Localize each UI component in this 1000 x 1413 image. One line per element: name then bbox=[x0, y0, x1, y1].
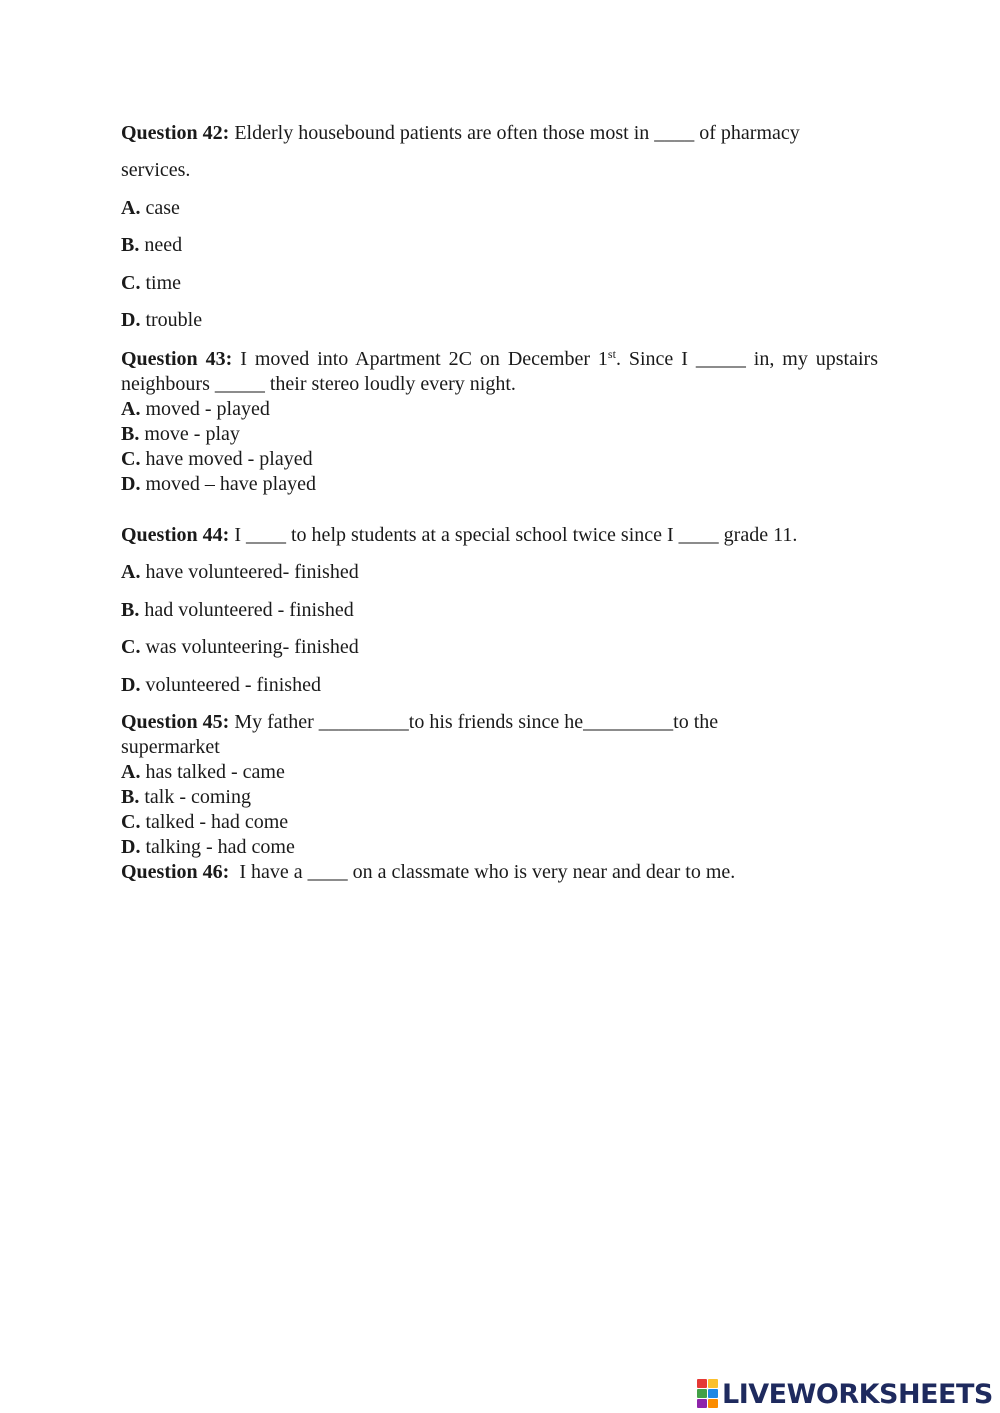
logo-tile-icon bbox=[708, 1399, 718, 1408]
question-45-stem-line2: supermarket bbox=[121, 736, 220, 758]
question-44 bbox=[121, 523, 797, 698]
question-42-option-b[interactable] bbox=[121, 233, 800, 258]
question-45-text bbox=[121, 710, 735, 735]
question-45-option-c[interactable] bbox=[121, 810, 735, 835]
option-text: time bbox=[140, 272, 181, 294]
option-text: was volunteering- finished bbox=[140, 636, 359, 658]
option-text: volunteered - finished bbox=[140, 674, 321, 696]
question-46-text bbox=[121, 860, 735, 885]
question-43-stem-sup: st bbox=[607, 347, 616, 361]
option-letter: D. bbox=[121, 674, 141, 696]
question-44-option-c[interactable] bbox=[121, 635, 797, 660]
logo-tile-icon bbox=[697, 1389, 707, 1398]
question-44-text bbox=[121, 523, 797, 548]
question-42-stem-line1: Elderly housebound patients are often those most in ____ of pharmacy bbox=[229, 122, 800, 144]
option-letter: D. bbox=[121, 309, 141, 331]
option-text: have volunteered- finished bbox=[140, 561, 359, 583]
question-45-option-b[interactable] bbox=[121, 785, 735, 810]
question-42-option-a[interactable] bbox=[121, 196, 800, 221]
option-letter: B. bbox=[121, 234, 140, 256]
question-44-option-d[interactable] bbox=[121, 673, 797, 698]
option-text: have moved - played bbox=[140, 448, 313, 470]
option-letter: B. bbox=[121, 786, 140, 808]
logo-tile-icon bbox=[708, 1389, 718, 1398]
question-42-text bbox=[121, 121, 800, 146]
option-text: talking - had come bbox=[140, 836, 295, 858]
option-text: need bbox=[139, 234, 183, 256]
option-letter: A. bbox=[121, 398, 141, 420]
logo-tile-icon bbox=[697, 1399, 707, 1408]
question-42-label: Question 42: bbox=[121, 122, 230, 144]
question-43-stem-part2: . Since I _____ in, my upstairs neighbours _____ their stereo loudly every night. bbox=[121, 348, 878, 395]
question-43-text bbox=[121, 347, 878, 397]
question-43-option-a[interactable] bbox=[121, 397, 878, 422]
question-43-option-d[interactable] bbox=[121, 472, 878, 497]
question-42-option-d[interactable] bbox=[121, 308, 800, 333]
question-45-option-d[interactable] bbox=[121, 835, 735, 860]
question-42-option-c[interactable] bbox=[121, 271, 800, 296]
liveworksheets-logo bbox=[697, 1376, 993, 1412]
question-43-stem-part1: I moved into Apartment 2C on December 1 bbox=[232, 348, 608, 370]
question-43-option-c[interactable] bbox=[121, 447, 878, 472]
question-44-option-b[interactable] bbox=[121, 598, 797, 623]
option-letter: A. bbox=[121, 761, 141, 783]
question-46-label: Question 46: bbox=[121, 861, 230, 883]
question-44-label: Question 44: bbox=[121, 524, 230, 546]
option-text: moved - played bbox=[140, 398, 270, 420]
question-43 bbox=[121, 347, 878, 497]
question-45-option-a[interactable] bbox=[121, 760, 735, 785]
option-letter: B. bbox=[121, 423, 140, 445]
question-46-stem: I have a ____ on a classmate who is very near and dear to me. bbox=[229, 861, 736, 883]
question-42-stem-line2: services. bbox=[121, 159, 191, 181]
option-text: had volunteered - finished bbox=[139, 599, 354, 621]
option-letter: D. bbox=[121, 836, 141, 858]
option-text: case bbox=[140, 197, 180, 219]
option-text: talk - coming bbox=[139, 786, 251, 808]
question-44-stem: I ____ to help students at a special school twice since I ____ grade 11. bbox=[229, 524, 798, 546]
option-text: talked - had come bbox=[140, 811, 289, 833]
option-letter: C. bbox=[121, 636, 141, 658]
question-42 bbox=[121, 121, 800, 333]
option-text: has talked - came bbox=[140, 761, 285, 783]
option-letter: C. bbox=[121, 811, 141, 833]
option-letter: C. bbox=[121, 272, 141, 294]
option-letter: A. bbox=[121, 197, 141, 219]
option-letter: C. bbox=[121, 448, 141, 470]
question-43-option-b[interactable] bbox=[121, 422, 878, 447]
option-letter: B. bbox=[121, 599, 140, 621]
question-45-stem-line1: My father _________to his friends since he_________to the bbox=[229, 711, 719, 733]
logo-tile-icon bbox=[697, 1379, 707, 1388]
liveworksheets-logo-text: LIVEWORKSHEETS bbox=[722, 1378, 993, 1410]
liveworksheets-logo-icon bbox=[697, 1379, 719, 1409]
question-43-label: Question 43: bbox=[121, 348, 233, 370]
question-44-option-a[interactable] bbox=[121, 560, 797, 585]
option-text: moved – have played bbox=[140, 473, 316, 495]
question-45 bbox=[121, 710, 735, 885]
question-45-label: Question 45: bbox=[121, 711, 230, 733]
option-letter: D. bbox=[121, 473, 141, 495]
option-text: move - play bbox=[139, 423, 240, 445]
logo-tile-icon bbox=[708, 1379, 718, 1388]
option-letter: A. bbox=[121, 561, 141, 583]
option-text: trouble bbox=[140, 309, 203, 331]
